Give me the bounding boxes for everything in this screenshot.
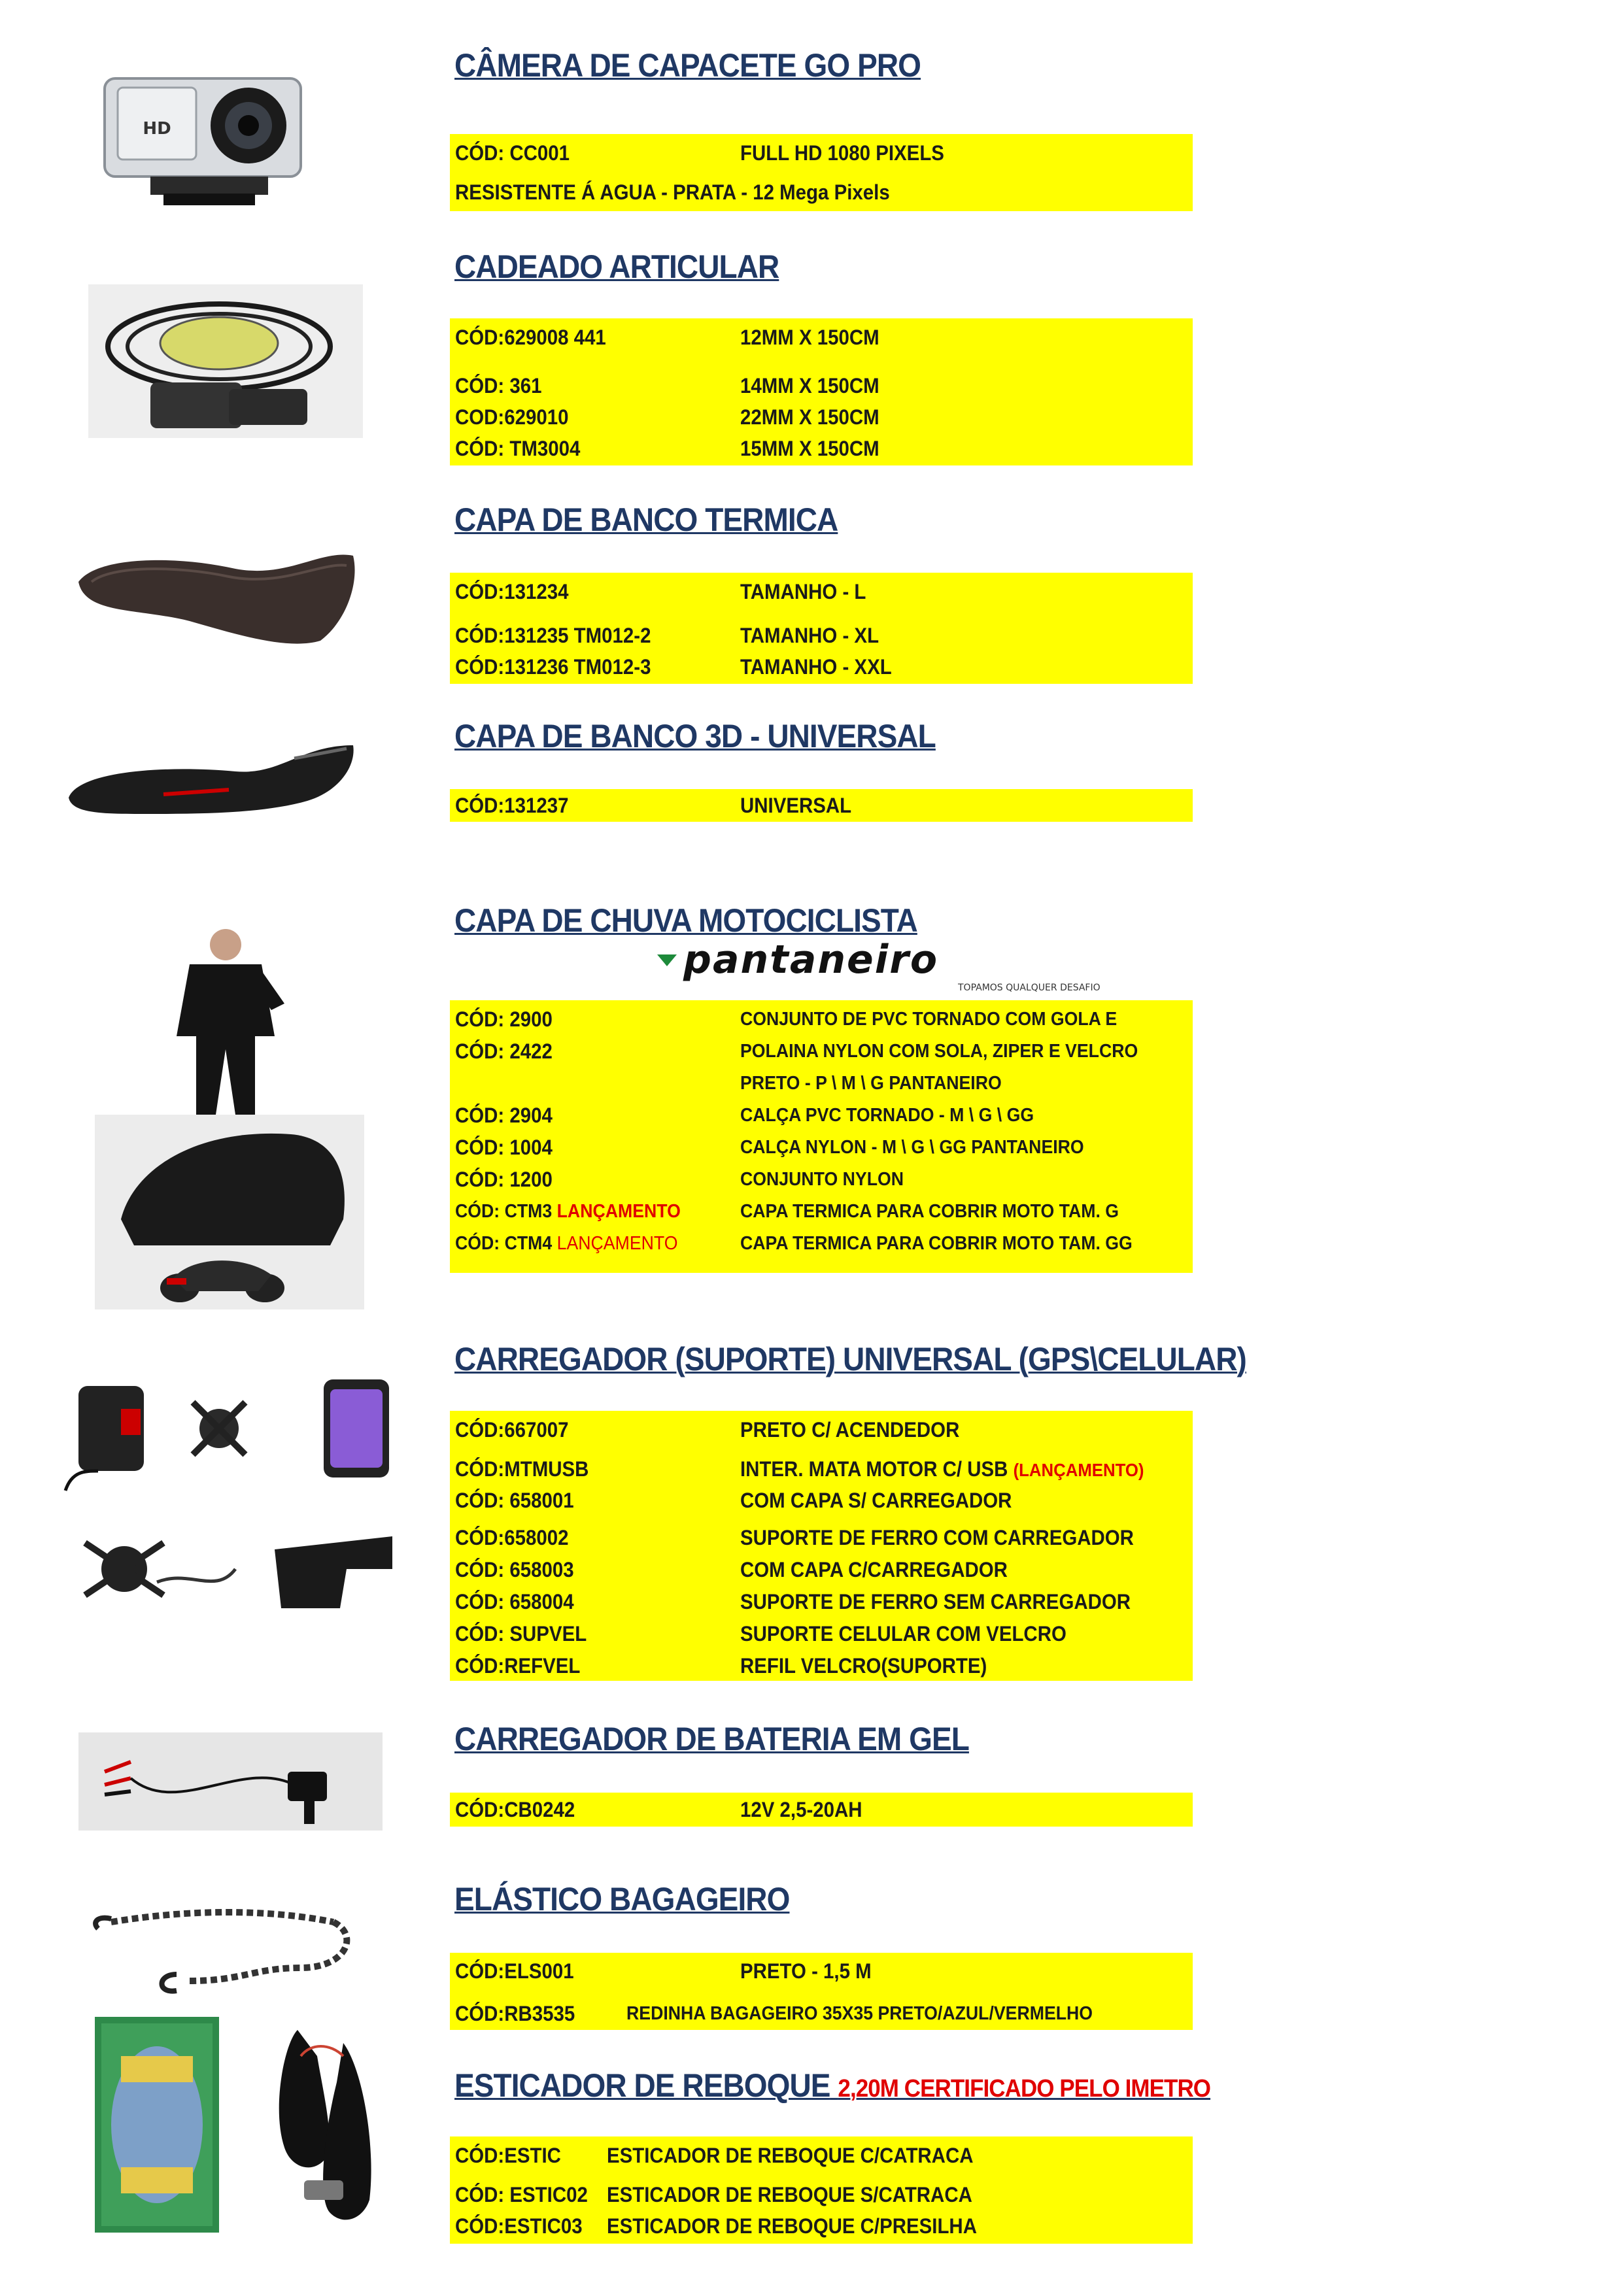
- product-desc: UNIVERSAL: [740, 794, 852, 817]
- table-row: [455, 1956, 1193, 1986]
- action-camera-image: [92, 72, 327, 209]
- product-box-tow-strap: [450, 2136, 1193, 2244]
- product-code: CÓD:629008 441: [455, 326, 606, 349]
- product-desc: REFIL VELCRO(SUPORTE): [740, 1654, 987, 1678]
- product-code: CÓD: ESTIC02: [455, 2183, 588, 2206]
- tow-strap-image: [245, 2017, 396, 2233]
- table-row: [455, 433, 1193, 464]
- product-code: CÓD:MTMUSB: [455, 1457, 589, 1481]
- pantaneiro-logo: [657, 941, 1135, 994]
- product-desc: COM CAPA C/CARREGADOR: [740, 1558, 1008, 1581]
- product-desc: POLAINA NYLON COM SOLA, ZIPER E VELCRO: [740, 1041, 1138, 1062]
- launch-badge: LANÇAMENTO: [556, 1201, 681, 1222]
- section-title-tow-strap: [454, 2066, 1210, 2108]
- product-code: CÓD:CB0242: [455, 1798, 575, 1821]
- table-row: [455, 1415, 1193, 1445]
- product-desc: CALÇA NYLON - M \ G \ GG PANTANEIRO: [740, 1137, 1084, 1158]
- product-desc: CAPA TERMICA PARA COBRIR MOTO TAM. G: [740, 1201, 1119, 1222]
- product-code: CÓD: CTM4: [455, 1233, 553, 1254]
- product-desc: 14MM X 150CM: [740, 374, 879, 397]
- product-desc: CONJUNTO DE PVC TORNADO COM GOLA E: [740, 1009, 1118, 1030]
- table-row: [455, 1999, 1193, 2029]
- product-desc: SUPORTE DE FERRO SEM CARREGADOR: [740, 1590, 1131, 1613]
- product-code: CÓD: 1200: [455, 1168, 553, 1191]
- product-desc: FULL HD 1080 PIXELS: [740, 141, 944, 165]
- motorcycle-cover-image: [95, 1115, 364, 1309]
- product-code: CÓD:667007: [455, 1418, 569, 1442]
- section-title-thermal-seat: CAPA DE BANCO TERMICA: [454, 501, 838, 538]
- logo-wordmark: pantaneiro: [683, 941, 939, 983]
- product-desc: CONJUNTO NYLON: [740, 1169, 904, 1190]
- product-desc: ESTICADOR DE REBOQUE C/PRESILHA: [607, 2214, 977, 2238]
- product-box-rain-suit: [450, 1000, 1193, 1273]
- product-desc: 12MM X 150CM: [740, 326, 879, 349]
- product-code: CÓD:131235 TM012-2: [455, 624, 651, 647]
- table-row: [455, 322, 1193, 352]
- product-desc: 12V 2,5-20AH: [740, 1798, 862, 1821]
- product-desc: TAMANHO - XL: [740, 624, 879, 647]
- product-code: CÓD:RB3535: [455, 2002, 575, 2025]
- product-desc: CALÇA PVC TORNADO - M \ G \ GG: [740, 1105, 1034, 1126]
- cable-lock-image: [88, 284, 363, 438]
- product-code: CÓD:658002: [455, 1526, 569, 1549]
- bungee-cord-image: [85, 1896, 379, 1994]
- seat-cover-3d-image: [65, 732, 360, 817]
- product-box-seat-3d: [450, 789, 1193, 822]
- product-desc: INTER. MATA MOTOR C/ USB: [740, 1457, 1008, 1481]
- table-row: [455, 138, 1193, 168]
- product-code: COD:629010: [455, 405, 569, 429]
- thermal-seat-cover-image: [72, 543, 360, 654]
- product-box-bungee: [450, 1953, 1193, 2030]
- product-code: CÓD:ELS001: [455, 1959, 574, 1983]
- table-row: [455, 1196, 1193, 1226]
- product-code: CÓD: SUPVEL: [455, 1622, 587, 1646]
- product-box-phone-holder: [450, 1411, 1193, 1681]
- product-desc: PRETO - P \ M \ G PANTANEIRO: [740, 1073, 1002, 1094]
- table-row: [455, 1068, 1193, 1098]
- product-code: CÓD: CC001: [455, 141, 570, 165]
- table-row: [455, 402, 1193, 432]
- product-desc: SUPORTE CELULAR COM VELCRO: [740, 1622, 1066, 1646]
- product-desc: SUPORTE DE FERRO COM CARREGADOR: [740, 1526, 1134, 1549]
- section-title-certified: 2,20M CERTIFICADO PELO IMETRO: [838, 2075, 1211, 2102]
- launch-badge: LANÇAMENTO: [556, 1233, 678, 1254]
- product-box-thermal-seat: [450, 573, 1193, 684]
- product-desc: CAPA TERMICA PARA COBRIR MOTO TAM. GG: [740, 1233, 1133, 1254]
- table-row: [455, 1485, 1193, 1515]
- product-code: CÓD: 2900: [455, 1007, 553, 1031]
- section-title-phone-holder: CARREGADOR (SUPORTE) UNIVERSAL (GPS\CELULAR): [454, 1341, 1246, 1377]
- launch-badge: (LANÇAMENTO): [1013, 1460, 1144, 1480]
- product-desc: ESTICADOR DE REBOQUE C/CATRACA: [607, 2144, 974, 2167]
- table-row: [455, 1100, 1193, 1130]
- table-row: [455, 1132, 1193, 1162]
- product-code: CÓD: 2904: [455, 1104, 553, 1127]
- product-code: CÓD: 658003: [455, 1558, 574, 1581]
- table-row: [455, 620, 1193, 650]
- product-code: CÓD: 2422: [455, 1039, 553, 1063]
- tow-strap-package-image: [95, 2017, 219, 2233]
- product-code: RESISTENTE Á AGUA - PRATA - 12 Mega Pixels: [455, 180, 890, 204]
- table-row: [455, 1651, 1193, 1681]
- product-desc: TAMANHO - XXL: [740, 655, 892, 679]
- product-code: CÓD: 361: [455, 374, 542, 397]
- section-title-rain-suit: CAPA DE CHUVA MOTOCICLISTA: [454, 902, 917, 939]
- product-box-cable-lock: [450, 318, 1193, 465]
- product-desc: 15MM X 150CM: [740, 437, 879, 460]
- product-desc: PRETO C/ ACENDEDOR: [740, 1418, 960, 1442]
- logo-tagline: TOPAMOS QUALQUER DESAFIO: [958, 983, 1101, 993]
- product-desc: ESTICADOR DE REBOQUE S/CATRACA: [607, 2183, 972, 2206]
- product-code: CÓD:131236 TM012-3: [455, 655, 651, 679]
- table-row: [455, 790, 1193, 820]
- table-row: [455, 1523, 1193, 1553]
- table-row: [455, 1587, 1193, 1617]
- table-row: [455, 1795, 1193, 1825]
- table-row: [455, 652, 1193, 682]
- table-row: [455, 1555, 1193, 1585]
- table-row: [455, 577, 1193, 607]
- section-title-camera: CÂMERA DE CAPACETE GO PRO: [454, 47, 921, 84]
- product-desc: PRETO - 1,5 M: [740, 1959, 872, 1983]
- table-row: [455, 2140, 1193, 2170]
- product-code: CÓD: TM3004: [455, 437, 581, 460]
- product-desc: TAMANHO - L: [740, 580, 866, 603]
- table-row: [455, 2211, 1193, 2241]
- product-code: CÓD: 658004: [455, 1590, 574, 1613]
- product-code: CÓD:ESTIC: [455, 2144, 561, 2167]
- table-row: [455, 371, 1193, 401]
- product-code: CÓD: 1004: [455, 1136, 553, 1159]
- product-code: CÓD:131234: [455, 580, 569, 603]
- product-code: CÓD:131237: [455, 794, 569, 817]
- section-title-battery-charger: CARREGADOR DE BATERIA EM GEL: [454, 1721, 969, 1757]
- rain-suit-image: [157, 925, 294, 1115]
- table-row: [455, 1454, 1193, 1484]
- table-row: [455, 2180, 1193, 2210]
- section-title-text: ESTICADOR DE REBOQUE: [454, 2067, 830, 2104]
- table-row: [455, 1164, 1193, 1194]
- table-row: [455, 1228, 1193, 1258]
- section-title-seat-3d: CAPA DE BANCO 3D - UNIVERSAL: [454, 718, 936, 754]
- product-code: CÓD: CTM3: [455, 1201, 553, 1222]
- table-row: [455, 1004, 1193, 1034]
- section-title-cable-lock: CADEADO ARTICULAR: [454, 248, 779, 285]
- product-code: CÓD:REFVEL: [455, 1654, 581, 1678]
- product-code: CÓD:ESTIC03: [455, 2214, 583, 2238]
- battery-charger-image: [78, 1732, 383, 1831]
- product-desc: COM CAPA S/ CARREGADOR: [740, 1489, 1012, 1512]
- table-row: [455, 177, 1193, 207]
- product-desc: REDINHA BAGAGEIRO 35X35 PRETO/AZUL/VERMELHO: [626, 2003, 1093, 2024]
- svg-text:HD: HD: [143, 119, 171, 139]
- table-row: [455, 1036, 1193, 1066]
- section-title-bungee: ELÁSTICO BAGAGEIRO: [454, 1881, 790, 1917]
- product-box-camera: [450, 134, 1193, 211]
- phone-holder-images: [59, 1373, 405, 1647]
- product-desc: 22MM X 150CM: [740, 405, 879, 429]
- product-code: CÓD: 658001: [455, 1489, 574, 1512]
- product-box-battery-charger: [450, 1793, 1193, 1827]
- table-row: [455, 1619, 1193, 1649]
